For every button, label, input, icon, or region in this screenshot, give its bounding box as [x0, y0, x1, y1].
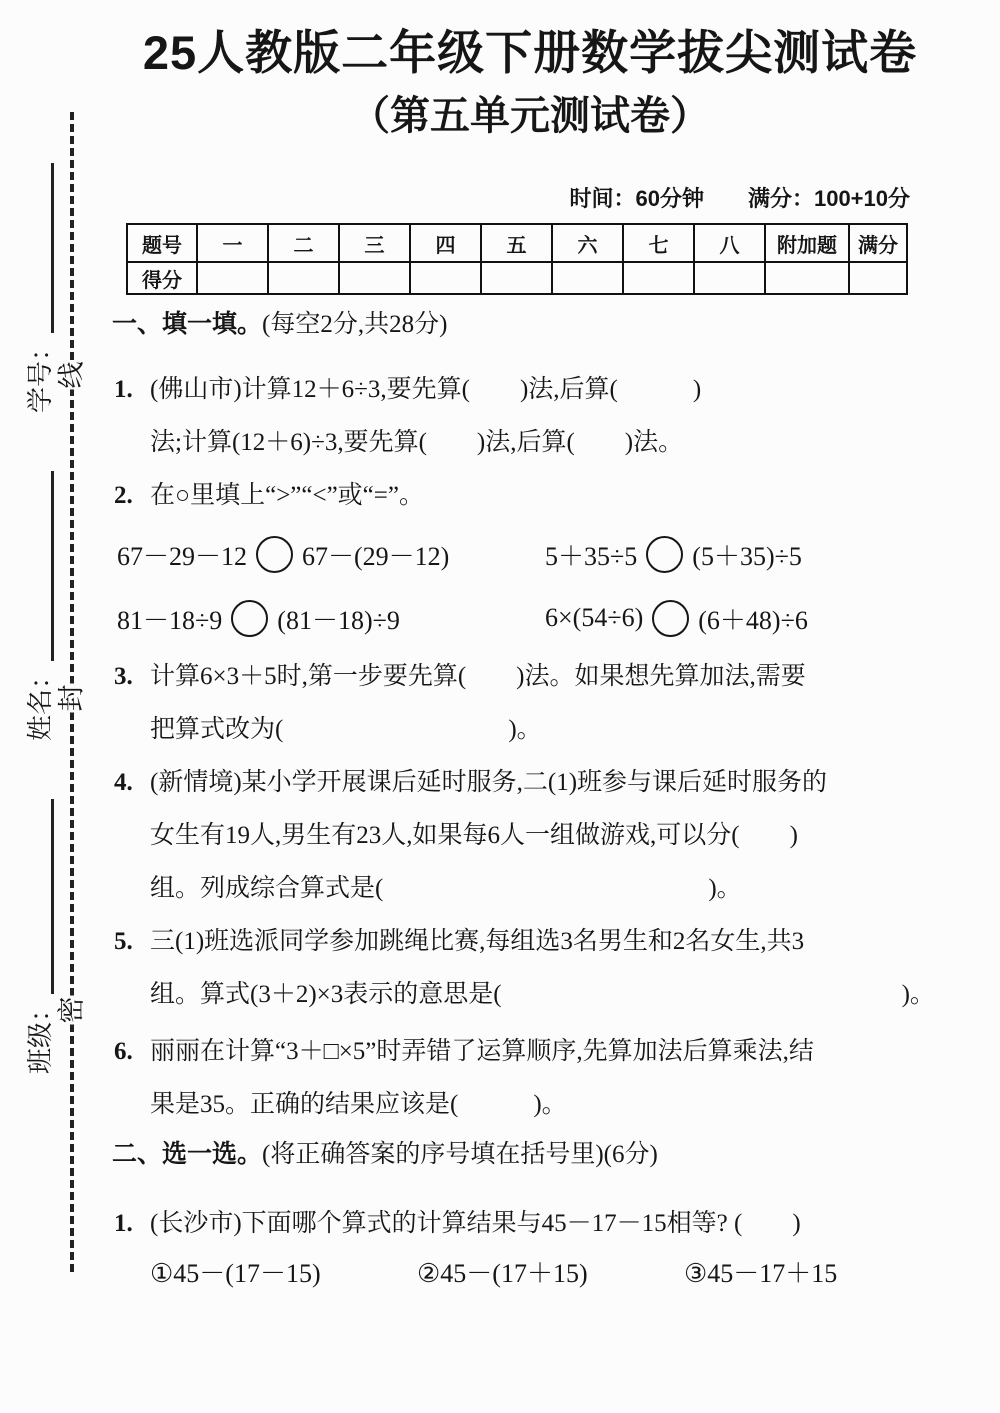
student-id-blank-line: [25, 163, 54, 333]
question-line: (长沙市)下面哪个算式的计算结果与45－17－15相等? ( ): [150, 1210, 801, 1237]
question-number: 4.: [114, 769, 133, 796]
comparison-expression-left: 81－18÷9: [117, 605, 223, 635]
class-field: [20, 799, 57, 1074]
section-2-heading: [112, 1140, 948, 1169]
name-label: 姓名：: [25, 662, 55, 741]
score-column-5: 五: [481, 224, 552, 262]
comparison-row-2: [112, 586, 948, 650]
score-table-row1-label: 题号: [127, 224, 197, 262]
comparison-expression-right: 67－(29－12): [302, 541, 450, 571]
class-blank-line: [25, 799, 54, 994]
seal-char-line: 线: [55, 361, 90, 390]
score-cell: [849, 262, 907, 294]
score-column-7: 七: [623, 224, 694, 262]
comparison-expression-right: (6＋48)÷6: [698, 605, 808, 635]
section-2-note: (将正确答案的序号填在括号里)(6分): [262, 1141, 658, 1168]
score-column-total: 满分: [849, 224, 907, 262]
comparison-circle: [256, 536, 293, 573]
option-2: ②45－(17＋15): [417, 1259, 588, 1288]
question-line: 组。列成综合算式是( )。: [150, 875, 742, 902]
question-2-1: [112, 1197, 948, 1250]
seal-char-mi: 密: [55, 996, 90, 1025]
question-line: 三(1)班选派同学参加跳绳比赛,每组选3名男生和2名女生,共3: [150, 928, 805, 955]
question-1-5: [112, 915, 948, 1021]
question-number: 3.: [114, 663, 133, 690]
question-line: (新情境)某小学开展课后延时服务,二(1)班参与课后延时服务的: [150, 769, 828, 796]
question-number: 1.: [114, 376, 133, 403]
score-table: [126, 223, 908, 295]
question-number: 1.: [114, 1210, 133, 1237]
score-cell: [410, 262, 481, 294]
score-cell: [694, 262, 765, 294]
seal-margin: [0, 0, 110, 1413]
question-line: 法;计算(12＋6)÷3,要先算( )法,后算( )法。: [150, 429, 684, 456]
question-number: 6.: [114, 1038, 133, 1065]
section-1-heading: [112, 310, 948, 339]
comparison-pair: [545, 600, 808, 637]
comparison-pair: [545, 536, 802, 573]
name-field: [20, 471, 57, 741]
score-column-3: 三: [339, 224, 410, 262]
question-number: 5.: [114, 928, 133, 955]
question-line: 女生有19人,男生有23人,如果每6人一组做游戏,可以分( ): [150, 822, 798, 849]
score-cell: [268, 262, 339, 294]
student-id-field: [20, 163, 57, 413]
class-label: 班级：: [25, 995, 55, 1074]
question-line: 在○里填上“>”“<”或“=”。: [150, 482, 424, 509]
exam-meta: [112, 187, 948, 211]
question-line: 丽丽在计算“3＋□×5”时弄错了运算顺序,先算加法后算乘法,结: [150, 1038, 814, 1065]
score-cell: [339, 262, 410, 294]
student-id-label: 学号：: [25, 334, 55, 413]
question-1-2: [112, 469, 948, 522]
score-cell: [481, 262, 552, 294]
score-cell: [552, 262, 623, 294]
seal-char-feng: 封: [55, 684, 90, 713]
section-1-note: (每空2分,共28分): [262, 311, 448, 338]
option-1: ①45－(17－15): [150, 1259, 321, 1288]
question-1-6: [112, 1025, 948, 1131]
comparison-pair: [117, 536, 545, 573]
comparison-expression-left: 67－29－12: [117, 541, 248, 571]
question-line: 把算式改为( )。: [150, 716, 542, 743]
score-cell: [197, 262, 268, 294]
comparison-expression-right: (5＋35)÷5: [692, 541, 802, 571]
comparison-pair: [117, 600, 545, 637]
score-cell: [623, 262, 694, 294]
name-blank-line: [25, 471, 54, 661]
exam-content: [112, 0, 948, 1298]
comparison-expression-right: (81－18)÷9: [277, 605, 400, 635]
question-line: (佛山市)计算12＋6÷3,要先算( )法,后算( ): [150, 376, 702, 403]
comparison-row-1: [112, 522, 948, 586]
score-column-2: 二: [268, 224, 339, 262]
option-3: ③45－17＋15: [684, 1259, 838, 1288]
score-table-score-row: [127, 262, 907, 294]
section-1-title: 一、填一填。: [112, 310, 263, 338]
comparison-circle: [652, 600, 689, 637]
score-column-4: 四: [410, 224, 481, 262]
score-column-6: 六: [552, 224, 623, 262]
question-number: 2.: [114, 482, 133, 509]
score-table-header-row: [127, 224, 907, 262]
comparison-circle: [231, 600, 268, 637]
question-1-4: [112, 756, 948, 915]
comparison-expression-left: 6×(54÷6): [545, 603, 644, 632]
section-2-title: 二、选一选。: [112, 1140, 263, 1168]
comparison-expression-left: 5＋35÷5: [545, 541, 638, 571]
student-info-strip: [12, 134, 64, 1074]
question-line: 组。算式(3＋2)×3表示的意思是( )。: [150, 981, 935, 1008]
options-row: [112, 1250, 948, 1298]
question-1-3: [112, 650, 948, 756]
comparison-circle: [646, 536, 683, 573]
page-title: 25人教版二年级下册数学拔尖测试卷: [142, 26, 918, 79]
page-subtitle: （第五单元测试卷）: [350, 94, 710, 138]
question-line: 计算6×3＋5时,第一步要先算( )法。如果想先算加法,需要: [150, 663, 806, 690]
score-cell: [765, 262, 849, 294]
exam-full-score: 满分：100+10分: [747, 186, 910, 211]
exam-time: 时间：60分钟: [569, 186, 704, 211]
score-table-row2-label: 得分: [127, 262, 197, 294]
question-line: 果是35。正确的结果应该是( )。: [150, 1091, 567, 1118]
score-column-8: 八: [694, 224, 765, 262]
question-1-1: [112, 363, 948, 469]
score-column-1: 一: [197, 224, 268, 262]
score-column-bonus: 附加题: [765, 224, 849, 262]
